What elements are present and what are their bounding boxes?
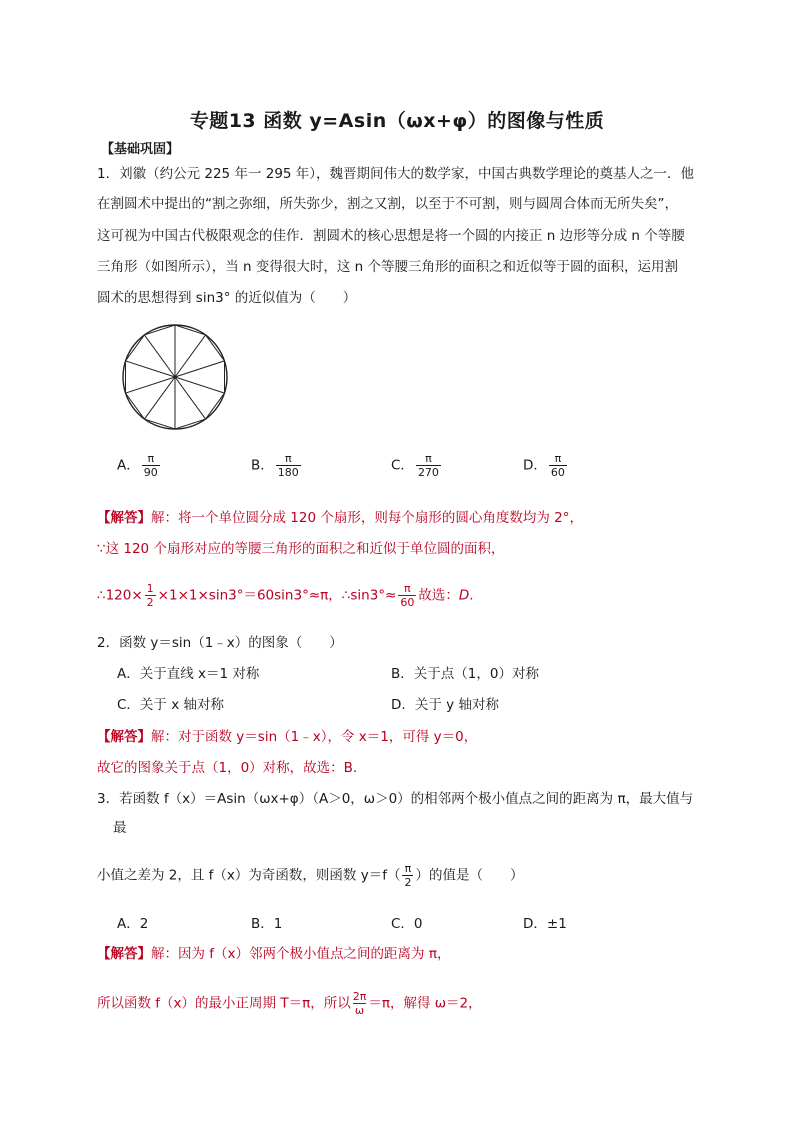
q1-line: 这可视为中国古代极限观念的佳作．割圆术的核心思想是将一个圆的内接正 n 边形等分成 n 个等腰	[97, 228, 685, 244]
q1-line: 在割圆术中提出的“割之弥细，所失弥少，割之又割，以至于不可割，则与圆周合体而无所失矣”，	[97, 196, 678, 212]
q1-option-b: B． $\frac{\pi}{180}$	[251, 452, 299, 479]
q3-option-b: B．1	[251, 916, 283, 932]
q1-line: 三角形（如图所示），当 n 变得很大时，这 n 个等腰三角形的面积之和近似等于圆的面积，运用割	[97, 259, 679, 275]
q2-option-a: A．关于直线 x＝1 对称	[117, 666, 260, 682]
q2-option-d: D．关于 y 轴对称	[391, 697, 499, 713]
q1-line: 1．刘徽（约公元 225 年一 295 年），魏晋期间伟大的数学家，中国古典数学理论的奠基人之一．他	[97, 166, 695, 182]
q1-option-a: A． $\frac{\pi}{90}$	[117, 452, 158, 479]
q3-line: 小值之差为 2，且 f（x）为奇函数，则函数 y＝f（ $\frac{\pi}{2}$ ）的值是（ ）	[97, 862, 524, 889]
q1-answer-line: ∵这 120 个扇形对应的等腰三角形的面积之和近似于单位圆的面积，	[97, 541, 505, 557]
q1-option-c: C． $\frac{\pi}{270}$	[391, 452, 439, 479]
q3-line: 最	[113, 820, 127, 836]
section-heading: 【基础巩固】	[101, 142, 180, 157]
q2-option-b: B．关于点（1，0）对称	[391, 666, 539, 682]
q2-answer-line: 故它的图象关于点（1，0）对称，故选：B．	[97, 760, 367, 776]
q3-option-a: A．2	[117, 916, 149, 932]
q3-option-d: D．±1	[523, 916, 567, 932]
q1-answer-line: 【解答】解：将一个单位圆分成 120 个扇形，则每个扇形的圆心角度数均为 2°，	[97, 510, 583, 526]
inscribed-polygon-figure	[118, 322, 234, 434]
q1-answer-line: ∴120× $\frac{1}{2}$ ×1×1×sin3°＝60sin3°≈π，∴sin3°≈ $\frac{\pi}{60}$ 故选：D.	[97, 582, 474, 609]
q3-line: 3．若函数 f（x）＝Asin（ωx+φ）（A＞0，ω＞0）的相邻两个极小值点之间的距离为 π，最大值与	[97, 791, 694, 807]
q2-option-c: C．关于 x 轴对称	[117, 697, 224, 713]
q3-answer-line: 【解答】解：因为 f（x）邻两个极小值点之间的距离为 π，	[97, 946, 451, 962]
q1-line: 圆术的思想得到 sin3° 的近似值为（ ）	[97, 290, 357, 306]
page-title: 专题13 函数 y=Asin（ωx+φ）的图像与性质	[189, 110, 605, 132]
q2-stem: 2．函数 y＝sin（1﹣x）的图象（ ）	[97, 635, 343, 651]
q2-answer-line: 【解答】解：对于函数 y＝sin（1﹣x），令 x＝1，可得 y＝0，	[97, 729, 478, 745]
q1-option-d: D． $\frac{\pi}{60}$	[523, 452, 565, 479]
q3-option-c: C．0	[391, 916, 423, 932]
q3-answer-line: 所以函数 f（x）的最小正周期 T＝π，所以 $\frac{2\pi}{\omega}$ ＝π，解得 ω＝2，	[97, 990, 482, 1017]
